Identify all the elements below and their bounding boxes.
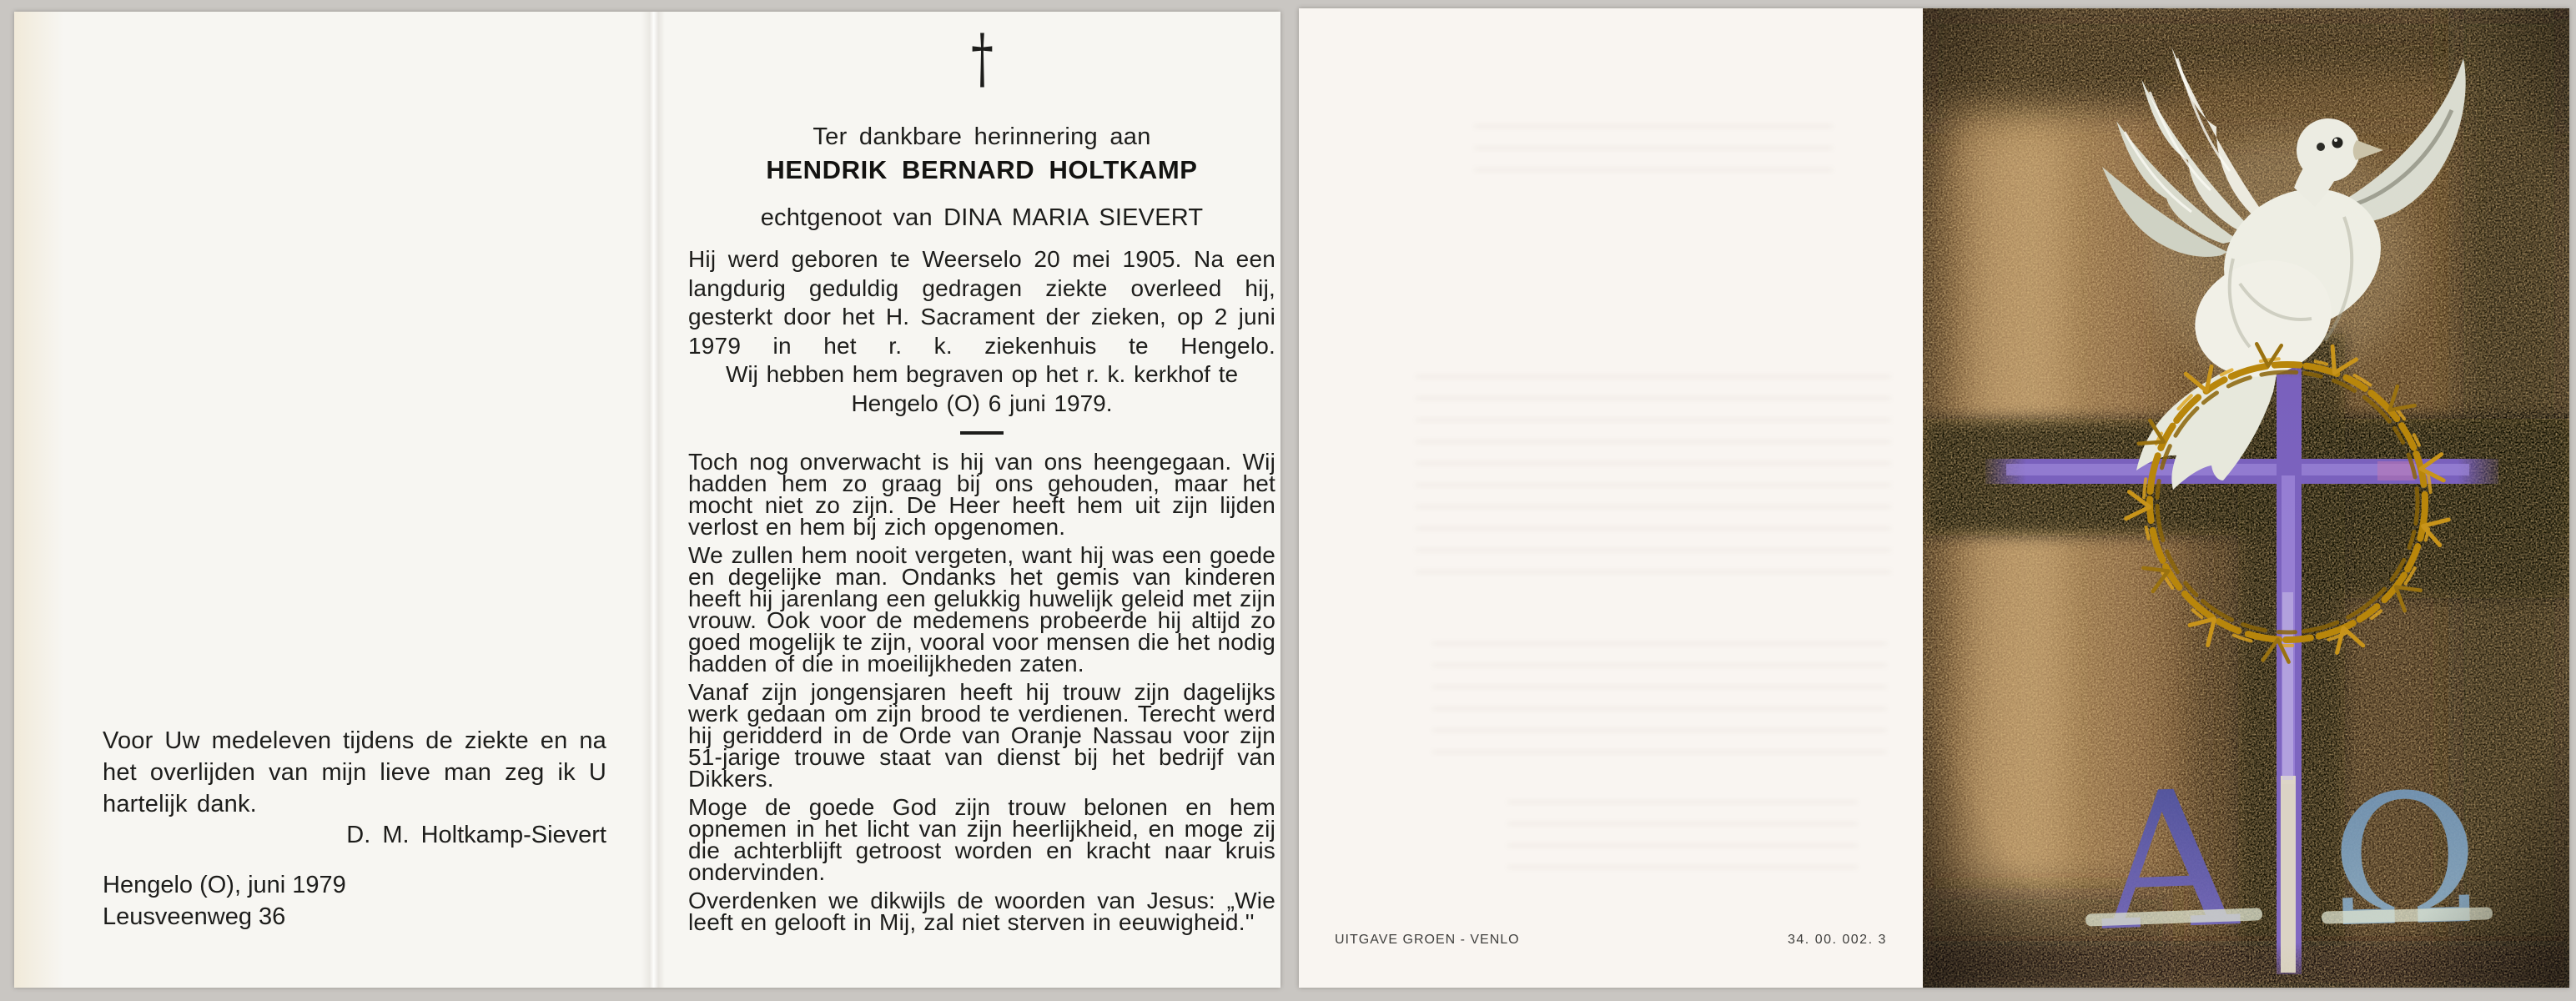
print-code: 34. 00. 002. 3 — [1788, 933, 1887, 947]
dove-cross-artwork — [1923, 8, 2569, 988]
publisher-imprint: UITGAVE GROEN - VENLO — [1335, 933, 1520, 947]
section-divider — [960, 431, 1004, 435]
artwork-vignette — [1923, 8, 2569, 988]
place-date-line: Hengelo (O), juni 1979 — [103, 872, 346, 898]
condolence-thanks-text: Voor Uw medeleven tijdens de ziekte en na het overlijden van mijn lieve man zeg ik U hartelijk dank. — [103, 727, 606, 817]
card-fold-crease — [641, 12, 665, 988]
showthrough-smudge — [1474, 125, 1833, 184]
address-line: Leusveenweg 36 — [103, 903, 286, 930]
memorial-card-back — [1299, 8, 2569, 988]
back-cover-artwork — [1923, 8, 2569, 988]
memorial-paragraph: We zullen hem nooit vergeten, want hij was een goede en degelijke man. Ondanks het gemis van kinderen heeft hij jarenlang een gelukkig huwelijk geleid met zijn vrouw. Ook voor de medemens probeerde hij altijd zo goed mogelijk te zijn, vooral voor mensen die het nodig hadden of die in moeilijkheden zaten. — [688, 542, 1275, 677]
memorial-paragraph: Toch nog onverwacht is hij van ons heengegaan. Wij hadden hem zo graag bij ons gehouden, maar het mocht niet zo zijn. De Heer heeft hem uit zijn lijden verlost en hem bij zich opgenomen. — [688, 449, 1275, 540]
scan-edge-tint — [14, 12, 64, 988]
memorial-paragraph: Overdenken we dikwijls de woorden van Jesus: „Wie leeft en gelooft in Mij, zal niet sterven in eeuwigheid.'' — [688, 888, 1275, 935]
showthrough-smudge — [1416, 375, 1891, 576]
showthrough-smudge — [1432, 642, 1887, 767]
memorial-text-column — [688, 245, 1275, 940]
inside-left-page — [103, 12, 606, 988]
memorial-cross-icon — [688, 20, 1275, 97]
memorial-paragraph: Vanaf zijn jongensjaren heeft hij trouw zijn dagelijks werk gedaan om zijn brood te verdienen. Terecht werd hij geridderd in de Orde van Oranje Nassau voor zijn 51-jarige trouwe staat van dienst bij het bedrijf van Dikkers. — [688, 679, 1275, 792]
burial-paragraph: Wij hebben hem begraven op het r. k. kerkhof te Hengelo (O) 6 juni 1979. — [725, 361, 1239, 416]
showthrough-smudge — [1507, 801, 1858, 880]
inside-right-page — [688, 12, 1275, 988]
deceased-name: HENDRIK BERNARD HOLTKAMP — [766, 155, 1198, 184]
signature: D. M. Holtkamp-Sievert — [346, 822, 606, 848]
memorial-card-inside — [14, 12, 1280, 988]
dagger-cross-glyph: † — [970, 20, 994, 97]
birth-death-paragraph: Hij werd geboren te Weerselo 20 mei 1905. Na een langdurig geduldig gedragen ziekte overleed hij, gesterkt door het H. Sacrament der zieken, op 2 juni 1979 in het r. k. ziekenhuis te Hengelo. — [688, 246, 1275, 359]
memorial-intro-line: Ter dankbare herinnering aan — [813, 123, 1151, 150]
spouse-line: echtgenoot van DINA MARIA SIEVERT — [760, 204, 1204, 231]
memorial-paragraph: Moge de goede God zijn trouw belonen en hem opnemen in het licht van zijn heerlijkheid, en moge zij die achterblijft getroost worden en kracht naar kruis ondervinden. — [688, 794, 1275, 885]
